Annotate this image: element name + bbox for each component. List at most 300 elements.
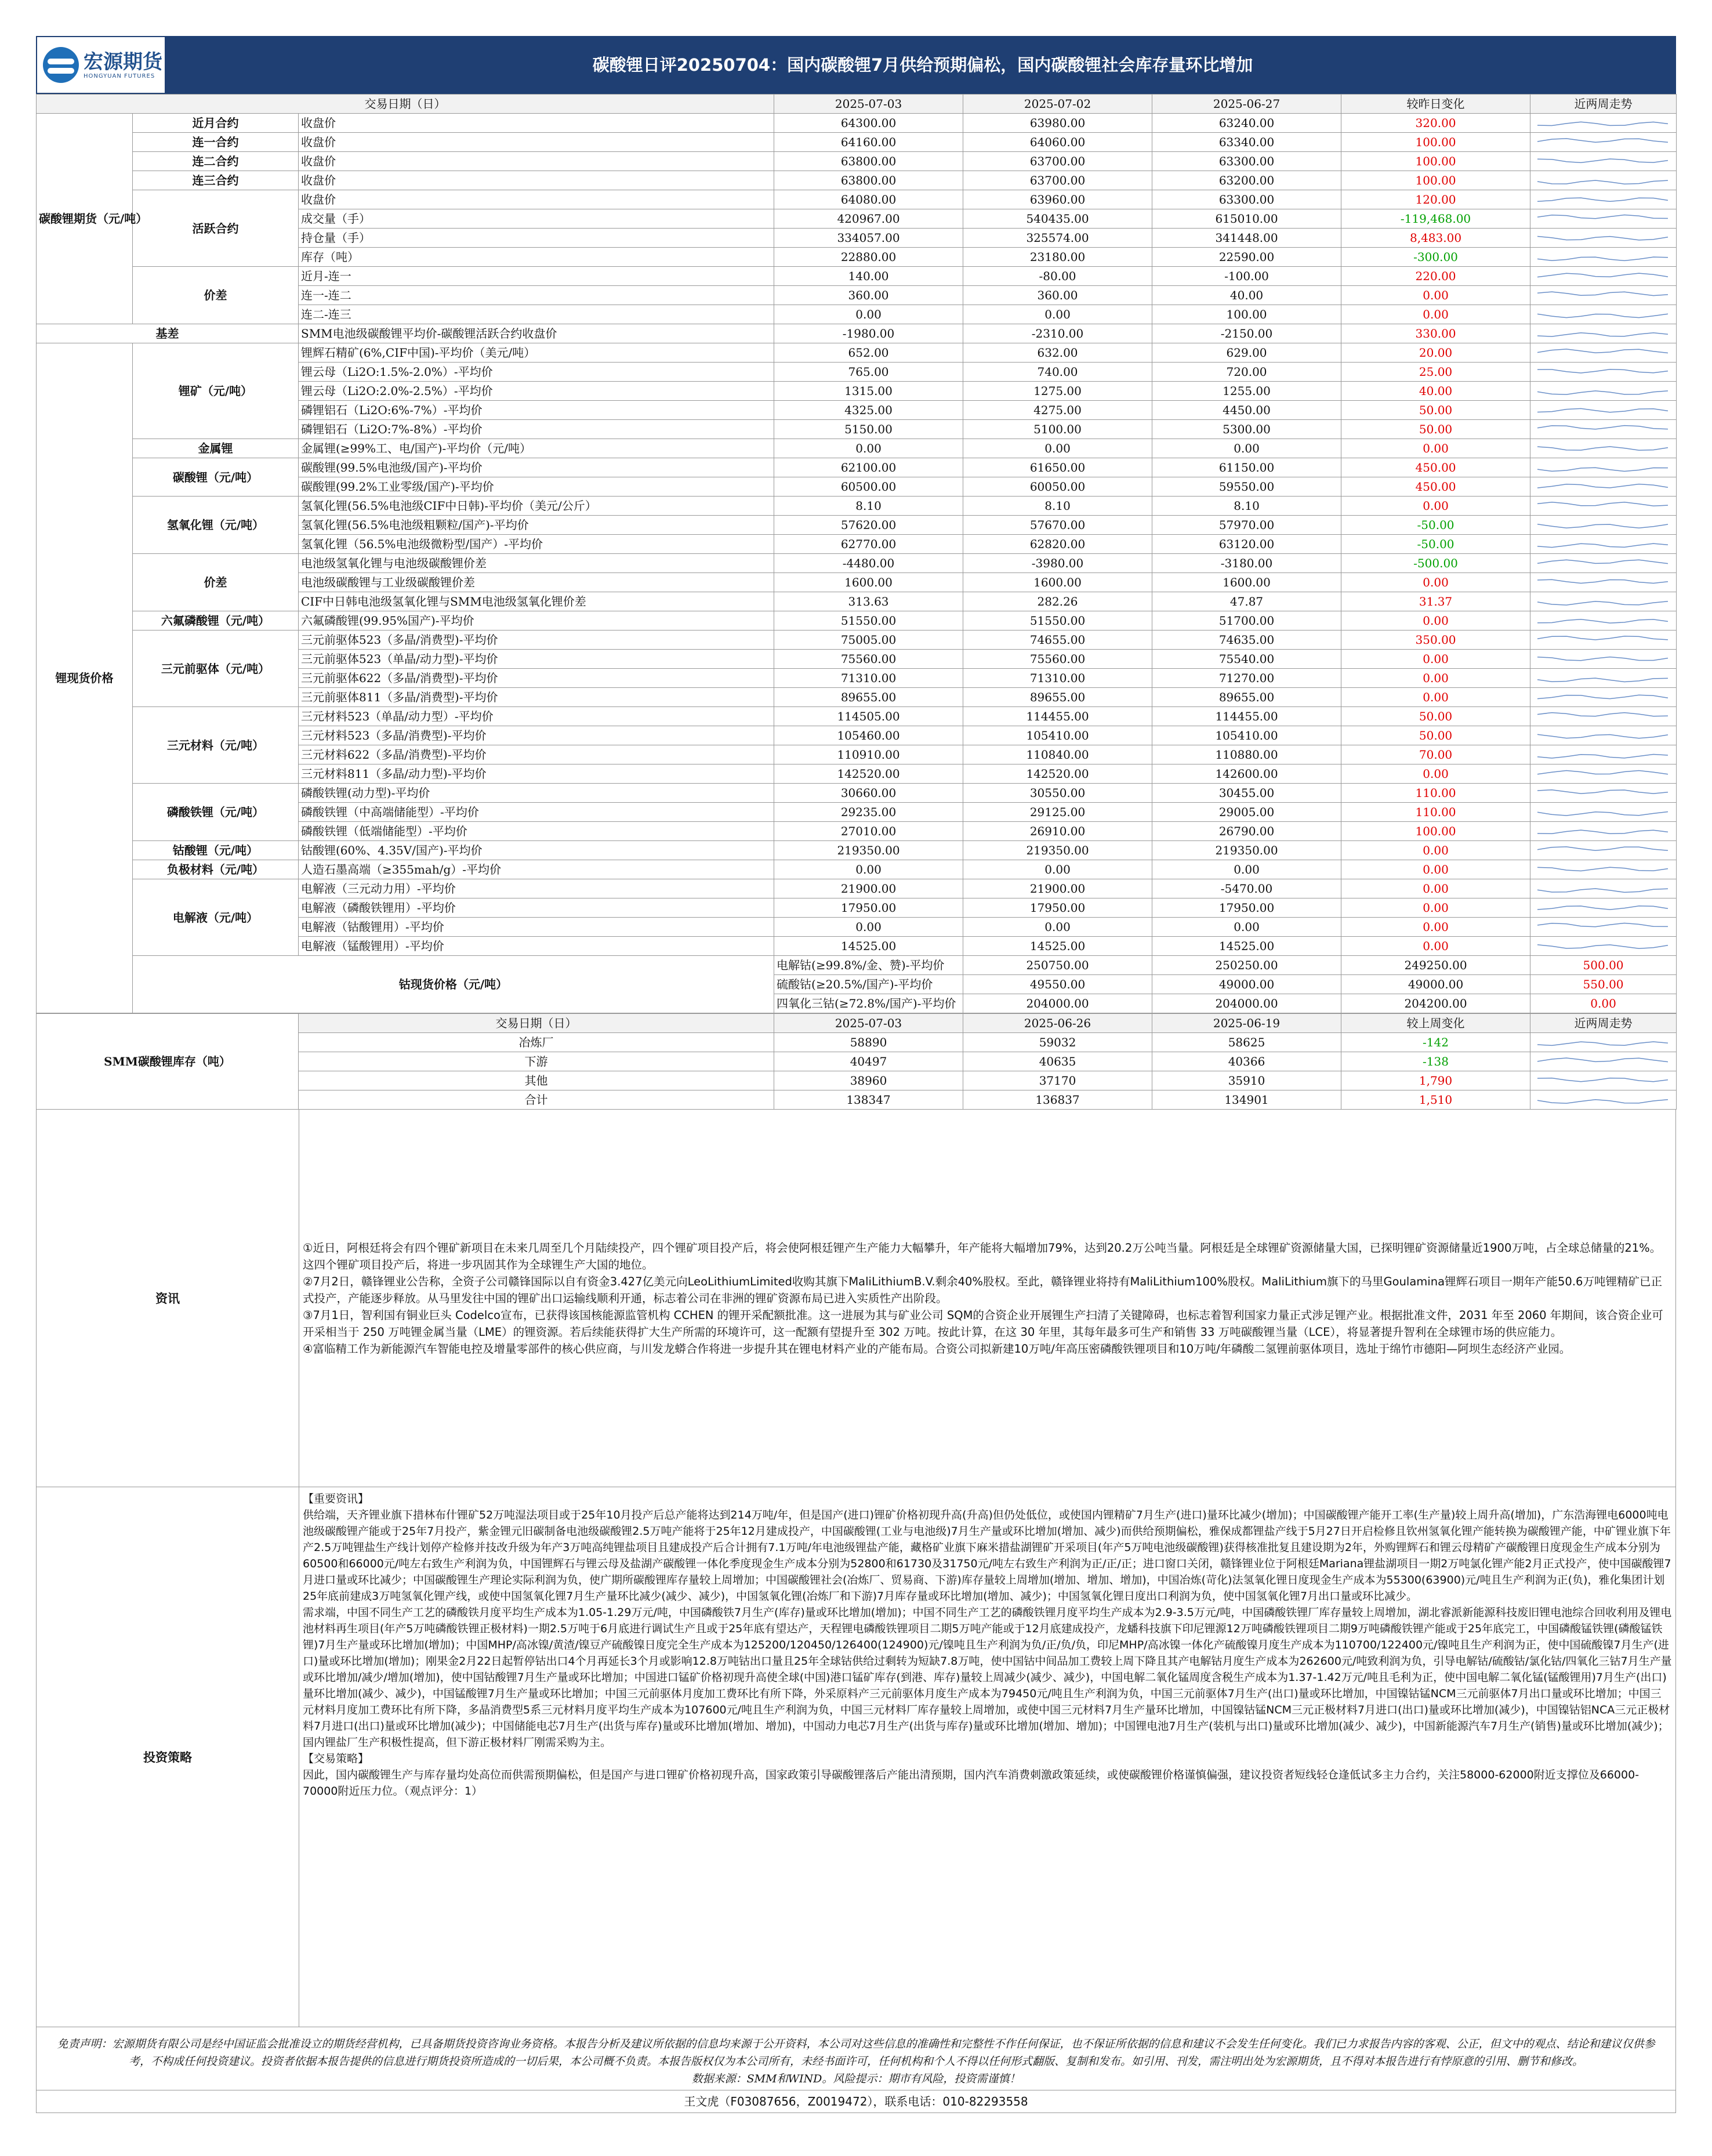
trend-line	[1537, 257, 1668, 260]
change-value: 0.00	[1341, 688, 1530, 707]
trend-line	[1537, 524, 1668, 528]
trend-cell	[1530, 764, 1677, 784]
trend-sparkline	[1533, 1091, 1677, 1108]
value-d3: -100.00	[1152, 267, 1341, 286]
trend-sparkline	[1533, 727, 1677, 744]
inventory-label: SMM碳酸锂库存（吨）	[37, 1014, 299, 1110]
value-d2: 51550.00	[963, 611, 1152, 631]
subcategory-label: 活跃合约	[133, 190, 299, 267]
item-name: 锂云母（Li2O:1.5%-2.0%）-平均价	[299, 363, 774, 382]
item-name: 三元材料811（多晶/动力型)-平均价	[299, 764, 774, 784]
item-name: 磷酸铁锂(动力型)-平均价	[299, 784, 774, 803]
trend-sparkline	[1533, 440, 1677, 457]
change-value: 31.37	[1341, 592, 1530, 611]
header-col-3: 2025-06-27	[1152, 95, 1341, 114]
value-d3: -5470.00	[1152, 879, 1341, 898]
header-date: 交易日期（日）	[299, 1014, 774, 1033]
value-d3: 74635.00	[1152, 631, 1341, 650]
trend-cell	[1530, 573, 1677, 592]
value-d3: 0.00	[1152, 860, 1341, 879]
trend-cell	[1530, 860, 1677, 879]
header-col-4: 较上周变化	[1341, 1014, 1530, 1033]
item-name: 电解液（锰酸锂用）-平均价	[299, 937, 774, 956]
item-name: 金属锂(≥99%工、电/国产)-平均价（元/吨）	[299, 439, 774, 458]
value-d1: 313.63	[774, 592, 963, 611]
trend-sparkline	[1533, 689, 1677, 706]
item-name: 电池级碳酸锂与工业级碳酸锂价差	[299, 573, 774, 592]
value-d1: 140.00	[774, 267, 963, 286]
value-d1: 49550.00	[963, 975, 1152, 994]
news-label: 资讯	[37, 1110, 299, 1487]
value-d2: 63980.00	[963, 114, 1152, 133]
trend-line	[1537, 945, 1668, 949]
trend-sparkline	[1533, 248, 1677, 266]
item-name: 锂辉石精矿(6%,CIF中国)-平均价（美元/吨）	[299, 343, 774, 363]
trend-line	[1537, 771, 1668, 774]
value-d3: 0.00	[1152, 439, 1341, 458]
value-d3: 49000.00	[1341, 975, 1530, 994]
value-d3: 17950.00	[1152, 898, 1341, 918]
trend-cell	[1530, 343, 1677, 363]
table-row	[37, 784, 1677, 803]
trend-line	[1537, 543, 1668, 548]
trend-cell	[1530, 1071, 1677, 1090]
trend-line	[1537, 1078, 1668, 1082]
item-name: 电解液（三元动力用）-平均价	[299, 879, 774, 898]
value-d1: 0.00	[774, 860, 963, 879]
value-d1: 204000.00	[963, 994, 1152, 1013]
value-d2: 5100.00	[963, 420, 1152, 439]
subcategory-label: 六氟磷酸锂（元/吨）	[133, 611, 299, 631]
strategy-label: 投资策略	[37, 1487, 299, 2027]
value-d3: 40366	[1152, 1052, 1341, 1071]
strategy-section	[36, 1487, 1676, 2027]
trend-cell	[1530, 822, 1677, 841]
value-d3: 219350.00	[1152, 841, 1341, 860]
trend-line	[1537, 502, 1668, 506]
item-name: 磷锂铝石（Li2O:7%-8%）-平均价	[299, 420, 774, 439]
company-logo	[37, 37, 165, 93]
subcategory-label: 氢氧化锂（元/吨）	[133, 497, 299, 554]
value-d2: 219350.00	[963, 841, 1152, 860]
news-item-4: ④富临精工作为新能源汽车智能电控及增量零部件的核心供应商，与川发龙蟒合作将进一步提升其在锂电材料产业的产能布局。合资公司拟新建10万吨/年高压密磷酸铁锂项目和10万吨/年磷酸二氢锂前驱体项目，选址于绵竹市德阳—阿坝生态经济产业园。	[303, 1342, 1571, 1356]
value-d1: 57620.00	[774, 516, 963, 535]
item-name: 连一-连二	[299, 286, 774, 305]
value-d1: 62770.00	[774, 535, 963, 554]
trend-line	[1537, 619, 1668, 623]
table-row	[37, 133, 1677, 152]
table-row	[37, 343, 1677, 363]
strategy-conclusion: 因此，国内碳酸锂生产与库存量均处高位而供需预期偏松，但是国产与进口锂矿价格初现升高，国家政策引导碳酸锂落后产能出清预期，国内汽车消费刺激政策延续，或使碳酸锂价格谨慎偏强，建议投资者短线轻仓逢低试多主力合约，关注58000-62000附近支撑位及66000-70000附近压力位。（观点评分：1）	[303, 1769, 1640, 1798]
value-d3: 71270.00	[1152, 669, 1341, 688]
trend-line	[1537, 790, 1668, 793]
table-row	[37, 267, 1677, 286]
value-d3: 89655.00	[1152, 688, 1341, 707]
news-item-2: ②7月2日，赣锋锂业公告称，全资子公司赣锋国际以自有资金3.427亿美元向LeoLithiumLimited收购其旗下MaliLithiumB.V.剩余40%股权。至此，赣锋锂业将持有MaliLithium100%股权。MaliLithium旗下的马里Goulamina锂辉石项目一期年产能50.6万吨锂精矿已正式投产，产能逐步释放。从马里发往中国的锂矿出口运输线顺利开通，标志着公司在非洲的锂矿资源布局已进入实质性产出阶段。	[303, 1274, 1662, 1305]
strategy-body	[299, 1487, 1675, 2027]
trend-sparkline	[1533, 555, 1677, 572]
header-date: 交易日期（日）	[37, 95, 774, 114]
value-d2: 89655.00	[963, 688, 1152, 707]
value-d1: 63800.00	[774, 152, 963, 171]
change-value: -50.00	[1341, 516, 1530, 535]
trend-cell	[1530, 439, 1677, 458]
table-row	[37, 956, 1677, 975]
value-d1: 652.00	[774, 343, 963, 363]
change-value: 450.00	[1341, 477, 1530, 497]
item-name: 电解液（钴酸锂用）-平均价	[299, 918, 774, 937]
item-name: 磷锂铝石（Li2O:6%-7%）-平均价	[299, 401, 774, 420]
value-d1: 0.00	[774, 305, 963, 324]
trend-sparkline	[1533, 363, 1677, 381]
value-d3: 134901	[1152, 1090, 1341, 1110]
change-value: 100.00	[1341, 171, 1530, 190]
trend-cell	[1530, 171, 1677, 190]
value-d1: 62100.00	[774, 458, 963, 477]
table-row	[37, 324, 1677, 343]
value-d2: 740.00	[963, 363, 1152, 382]
trend-cell	[1530, 401, 1677, 420]
item-name: 氢氧化锂(56.5%电池级CIF中日韩)-平均价（美元/公斤）	[299, 497, 774, 516]
logo-icon	[43, 47, 79, 83]
trend-sparkline	[1533, 612, 1677, 629]
trend-line	[1537, 314, 1668, 317]
item-name: 碳酸锂(99.5%电池级/国产)-平均价	[299, 458, 774, 477]
trend-cell	[1530, 535, 1677, 554]
price-table	[36, 94, 1677, 1013]
change-value: 0.00	[1341, 879, 1530, 898]
trend-cell	[1530, 420, 1677, 439]
value-d2: 37170	[963, 1071, 1152, 1090]
value-d1: 51550.00	[774, 611, 963, 631]
value-d1: -1980.00	[774, 324, 963, 343]
subcategory-label: 负极材料（元/吨）	[133, 860, 299, 879]
trend-cell	[1530, 1090, 1677, 1110]
item-name: 三元材料622（多晶/消费型)-平均价	[299, 745, 774, 764]
value-d3: 204200.00	[1341, 994, 1530, 1013]
trend-sparkline	[1533, 497, 1677, 514]
change-value: -138	[1341, 1052, 1530, 1071]
analyst-contact: 王文虎（F03087656，Z0019472），联系电话：010-82293558	[36, 2090, 1676, 2113]
trend-cell	[1530, 784, 1677, 803]
item-name: 下游	[299, 1052, 774, 1071]
trend-cell	[1530, 248, 1677, 267]
trend-cell	[1530, 726, 1677, 745]
trend-line	[1537, 391, 1668, 394]
header-col-5: 近两周走势	[1530, 95, 1677, 114]
trend-line	[1537, 713, 1668, 716]
trend-cell	[1530, 497, 1677, 516]
table-header-row	[37, 95, 1677, 114]
value-d1: -4480.00	[774, 554, 963, 573]
trend-sparkline	[1533, 306, 1677, 323]
change-value: 0.00	[1341, 898, 1530, 918]
value-d3: 720.00	[1152, 363, 1341, 382]
category-label: 碳酸锂期货（元/吨）	[37, 114, 133, 324]
trend-cell	[1530, 229, 1677, 248]
change-value: 1,510	[1341, 1090, 1530, 1110]
trend-sparkline	[1533, 899, 1677, 916]
trend-line	[1537, 1042, 1668, 1045]
trend-line	[1537, 636, 1668, 640]
item-name: 收盘价	[299, 171, 774, 190]
value-d1: 40497	[774, 1052, 963, 1071]
trend-sparkline	[1533, 267, 1677, 285]
category-label: 基差	[37, 324, 299, 343]
item-name: 成交量（手）	[299, 209, 774, 229]
trend-cell	[1530, 898, 1677, 918]
trend-cell	[1530, 133, 1677, 152]
subcategory-label: 金属锂	[133, 439, 299, 458]
change-value: -119,468.00	[1341, 209, 1530, 229]
subcategory-label: 连三合约	[133, 171, 299, 190]
value-d3: 0.00	[1152, 918, 1341, 937]
trend-sparkline	[1533, 191, 1677, 208]
trend-sparkline	[1533, 382, 1677, 400]
item-name: 碳酸锂(99.2%工业零级/国产)-平均价	[299, 477, 774, 497]
trend-line	[1537, 468, 1668, 471]
trend-sparkline	[1533, 822, 1677, 840]
trend-sparkline	[1533, 937, 1677, 955]
value-d1: 0.00	[774, 439, 963, 458]
value-d1: 138347	[774, 1090, 963, 1110]
report-page	[36, 36, 1676, 2113]
change-value: 330.00	[1341, 324, 1530, 343]
trend-sparkline	[1533, 459, 1677, 476]
table-row	[37, 554, 1677, 573]
trend-sparkline	[1533, 421, 1677, 438]
value-d1: 219350.00	[774, 841, 963, 860]
strategy-heading-trade: 【交易策略】	[303, 1752, 369, 1765]
trend-sparkline	[1533, 784, 1677, 802]
table-row	[37, 114, 1677, 133]
trend-cell	[1530, 1033, 1677, 1052]
trend-line	[1537, 1100, 1668, 1103]
trend-line	[1537, 923, 1668, 927]
value-d2: 136837	[963, 1090, 1152, 1110]
trend-cell	[1530, 554, 1677, 573]
trend-cell	[1530, 477, 1677, 497]
change-value: -142	[1341, 1033, 1530, 1052]
value-d1: 60500.00	[774, 477, 963, 497]
value-d2: 26910.00	[963, 822, 1152, 841]
value-d1: 110910.00	[774, 745, 963, 764]
item-name: 氢氧化锂（56.5%电池级微粉型/国产）-平均价	[299, 535, 774, 554]
value-d3: 1255.00	[1152, 382, 1341, 401]
trend-line	[1537, 273, 1668, 277]
change-value: 8,483.00	[1341, 229, 1530, 248]
trend-cell	[1530, 669, 1677, 688]
change-value: 220.00	[1341, 267, 1530, 286]
item-name: 电解钴(≥99.8%/金、赞)-平均价	[774, 956, 963, 975]
value-d1: 5150.00	[774, 420, 963, 439]
trend-sparkline	[1533, 325, 1677, 342]
value-d3: 5300.00	[1152, 420, 1341, 439]
value-d1: 27010.00	[774, 822, 963, 841]
trend-line	[1537, 678, 1668, 682]
trend-line	[1537, 369, 1668, 373]
trend-line	[1537, 1058, 1668, 1062]
trend-line	[1537, 867, 1668, 871]
value-d2: 325574.00	[963, 229, 1152, 248]
value-d2: 540435.00	[963, 209, 1152, 229]
report-header	[36, 36, 1676, 94]
subcategory-label: 价差	[133, 554, 299, 611]
value-d3: 14525.00	[1152, 937, 1341, 956]
item-name: 三元前驱体811（多晶/消费型)-平均价	[299, 688, 774, 707]
value-d2: 1275.00	[963, 382, 1152, 401]
value-d1: 765.00	[774, 363, 963, 382]
trend-line	[1537, 695, 1668, 698]
value-d3: 40.00	[1152, 286, 1341, 305]
trend-cell	[1530, 650, 1677, 669]
trend-sparkline	[1533, 401, 1677, 419]
value-d2: -3980.00	[963, 554, 1152, 573]
value-d2: 142520.00	[963, 764, 1152, 784]
subcategory-label: 连二合约	[133, 152, 299, 171]
trend-cell	[1530, 209, 1677, 229]
trend-sparkline	[1533, 114, 1677, 132]
subcategory-label: 连一合约	[133, 133, 299, 152]
item-name: 锂云母（Li2O:2.0%-2.5%）-平均价	[299, 382, 774, 401]
trend-line	[1537, 601, 1668, 605]
change-value: 50.00	[1341, 401, 1530, 420]
subcategory-label: 电解液（元/吨）	[133, 879, 299, 956]
trend-cell	[1530, 803, 1677, 822]
value-d1: 105460.00	[774, 726, 963, 745]
trend-sparkline	[1533, 153, 1677, 170]
value-d2: 8.10	[963, 497, 1152, 516]
trend-line	[1537, 755, 1668, 759]
value-d3: 341448.00	[1152, 229, 1341, 248]
change-value: 110.00	[1341, 784, 1530, 803]
trend-sparkline	[1533, 765, 1677, 782]
value-d1: 14525.00	[774, 937, 963, 956]
trend-sparkline	[1533, 880, 1677, 897]
value-d1: 64080.00	[774, 190, 963, 209]
value-d2: 40635	[963, 1052, 1152, 1071]
item-name: CIF中日韩电池级氢氧化锂与SMM电池级氢氧化锂价差	[299, 592, 774, 611]
trend-line	[1537, 830, 1668, 834]
trend-sparkline	[1533, 631, 1677, 648]
value-d2: 64060.00	[963, 133, 1152, 152]
value-d3: -2150.00	[1152, 324, 1341, 343]
trend-cell	[1530, 363, 1677, 382]
trend-line	[1537, 139, 1668, 142]
value-d3: 63240.00	[1152, 114, 1341, 133]
value-d2: 30550.00	[963, 784, 1152, 803]
news-body	[299, 1110, 1675, 1487]
strategy-heading-news: 【重要资讯】	[303, 1492, 369, 1505]
data-source: 数据来源：SMM和WIND。风险提示：期市有风险，投资需谨慎！	[691, 2072, 1021, 2085]
value-d2: 63700.00	[963, 171, 1152, 190]
trend-sparkline	[1533, 918, 1677, 936]
item-name: 收盘价	[299, 152, 774, 171]
change-value: 50.00	[1341, 420, 1530, 439]
value-d1: 38960	[774, 1071, 963, 1090]
change-value: 0.00	[1341, 497, 1530, 516]
change-value: -300.00	[1341, 248, 1530, 267]
value-d3: 75540.00	[1152, 650, 1341, 669]
trend-sparkline	[1533, 650, 1677, 668]
trend-cell	[1530, 516, 1677, 535]
value-d3: 63340.00	[1152, 133, 1341, 152]
value-d3: 63300.00	[1152, 152, 1341, 171]
subcategory-label: 钴酸锂（元/吨）	[133, 841, 299, 860]
value-d2: 0.00	[963, 860, 1152, 879]
trend-sparkline	[1533, 287, 1677, 304]
value-d2: 4275.00	[963, 401, 1152, 420]
report-title: 碳酸锂日评20250704：国内碳酸锂7月供给预期偏松，国内碳酸锂社会库存量环比增加	[592, 55, 1253, 75]
change-value: 0.00	[1341, 764, 1530, 784]
change-value: 0.00	[1341, 918, 1530, 937]
value-d3: 114455.00	[1152, 707, 1341, 726]
item-name: 近月-连一	[299, 267, 774, 286]
category-label: 锂现货价格	[37, 343, 133, 1013]
table-row	[37, 860, 1677, 879]
change-value: 25.00	[1341, 363, 1530, 382]
value-d2: 0.00	[963, 305, 1152, 324]
item-name: 收盘价	[299, 114, 774, 133]
trend-cell	[1530, 688, 1677, 707]
trend-sparkline	[1533, 1034, 1677, 1051]
change-value: 120.00	[1341, 190, 1530, 209]
value-d3: 63300.00	[1152, 190, 1341, 209]
value-d3: 57970.00	[1152, 516, 1341, 535]
value-d3: 63120.00	[1152, 535, 1341, 554]
header-col-5: 近两周走势	[1530, 1014, 1677, 1033]
change-value: 0.00	[1341, 650, 1530, 669]
value-d2: 21900.00	[963, 879, 1152, 898]
value-d3: 29005.00	[1152, 803, 1341, 822]
trend-line	[1537, 847, 1668, 850]
item-name: 三元前驱体622（多晶/消费型)-平均价	[299, 669, 774, 688]
trend-cell	[1530, 592, 1677, 611]
value-d1: 75005.00	[774, 631, 963, 650]
value-d2: 0.00	[963, 918, 1152, 937]
change-value: 320.00	[1341, 114, 1530, 133]
trend-line	[1537, 657, 1668, 661]
trend-sparkline	[1533, 133, 1677, 151]
value-d2: 105410.00	[963, 726, 1152, 745]
value-d2: 14525.00	[963, 937, 1152, 956]
trend-line	[1537, 333, 1668, 336]
value-d1: 4325.00	[774, 401, 963, 420]
table-row	[37, 841, 1677, 860]
change-value: -50.00	[1341, 535, 1530, 554]
item-name: 三元材料523（单晶/动力型）-平均价	[299, 707, 774, 726]
trend-line	[1537, 889, 1668, 892]
news-section	[36, 1110, 1676, 1487]
trend-cell	[1530, 879, 1677, 898]
trend-sparkline	[1533, 172, 1677, 189]
trend-sparkline	[1533, 1072, 1677, 1089]
table-row	[37, 439, 1677, 458]
value-d2: 29125.00	[963, 803, 1152, 822]
change-value: 70.00	[1341, 745, 1530, 764]
trend-cell	[1530, 286, 1677, 305]
news-item-3: ③7月1日，智利国有铜业巨头 Codelco宣布，已获得该国核能源监管机构 CCHEN 的锂开采配额批准。这一进展为其与矿业公司 SQM的合资企业开展锂生产扫清了关键障碍，也标志着智利国家力量正式涉足锂产业。根据批准文件，2031 年至 2060 年期间，该合资企业可开采相当于 250 万吨锂金属当量（LME）的锂资源。若后续能获得扩大生产所需的环境许可，这一配额有望提升至 302 万吨。按此计算，在这 30 年里，其每年最多可生产和销售 33 万吨碳酸锂当量（LCE），将显著提升智利在全球锂市场的供应能力。	[303, 1308, 1663, 1339]
value-d3: -3180.00	[1152, 554, 1341, 573]
value-d1: 1315.00	[774, 382, 963, 401]
value-d3: 22590.00	[1152, 248, 1341, 267]
subcategory-label: 价差	[133, 267, 299, 324]
change-value: 0.00	[1341, 439, 1530, 458]
table-row	[37, 611, 1677, 631]
change-value: 450.00	[1341, 458, 1530, 477]
value-d1: 8.10	[774, 497, 963, 516]
subcategory-label: 磷酸铁锂（元/吨）	[133, 784, 299, 841]
